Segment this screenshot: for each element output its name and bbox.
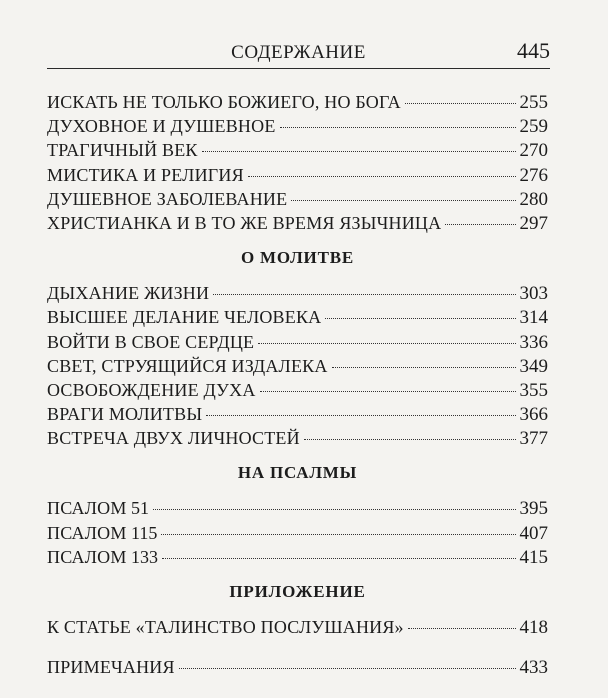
spacer — [47, 450, 548, 458]
toc-entry-title: ВРАГИ МОЛИТВЫ — [47, 404, 203, 425]
toc-entry-title: МИСТИКА И РЕЛИГИЯ — [47, 164, 244, 185]
toc-entry-notes[interactable] — [47, 655, 548, 679]
toc-entry[interactable] — [47, 545, 548, 569]
dot-leader — [162, 558, 515, 559]
dot-leader — [332, 367, 516, 368]
toc-entry-title: ПСАЛОМ — [47, 546, 127, 567]
section-heading-prayer: О МОЛИТВЕ — [240, 248, 354, 268]
toc-entry-title: ВСТРЕЧА ДВУХ ЛИЧНОСТЕЙ — [47, 428, 300, 449]
toc-entry-page: 433 — [519, 657, 548, 679]
toc-entry[interactable] — [47, 211, 548, 235]
toc-entry-page: 377 — [519, 428, 548, 450]
toc-entry-page: 407 — [519, 522, 548, 544]
toc-entry[interactable] — [47, 305, 548, 329]
running-title: СОДЕРЖАНИЕ — [231, 42, 366, 63]
dot-leader — [248, 176, 516, 177]
toc-entry-title: ИСКАТЬ НЕ ТОЛЬКО БОЖИЕГО, НО БОГА — [47, 92, 401, 112]
spacer — [47, 569, 548, 577]
dot-leader — [206, 415, 515, 416]
toc-entry[interactable] — [47, 330, 548, 354]
toc-entry-title: ПРИМЕЧАНИЯ — [47, 657, 175, 678]
dot-leader — [161, 534, 515, 535]
toc-entry-page: 355 — [519, 379, 548, 401]
toc-entry-title: ДЫХАНИЕ ЖИЗНИ — [47, 283, 210, 304]
dot-leader — [260, 391, 516, 392]
toc-entry-title: ДУХОВНОЕ И ДУШЕВНОЕ — [47, 116, 276, 137]
spacer — [47, 235, 548, 243]
toc-entry-title: ВОЙТИ В СВОЕ СЕРДЦЕ — [47, 331, 255, 352]
dot-leader — [291, 200, 515, 201]
toc-entry-page: 415 — [519, 546, 548, 568]
toc-entry[interactable] — [47, 615, 548, 639]
toc-entry-page: 270 — [519, 140, 548, 162]
page-number: 445 — [517, 38, 550, 63]
toc-entry[interactable] — [47, 378, 548, 402]
spacer — [47, 639, 548, 655]
section-heading-appendix: ПРИЛОЖЕНИЕ — [229, 582, 366, 601]
toc-entry-page: 395 — [519, 498, 548, 520]
toc-entry[interactable] — [47, 138, 548, 162]
toc-entry-page: 418 — [519, 617, 548, 638]
toc-entry-page: 336 — [519, 331, 548, 353]
dot-leader — [445, 224, 515, 225]
running-header — [47, 40, 550, 69]
toc-entry[interactable] — [47, 187, 548, 211]
toc-entry-page: 280 — [519, 188, 548, 210]
toc-entry[interactable] — [47, 163, 548, 187]
toc-entry-page: 297 — [519, 212, 548, 234]
psalm-number: 115 — [131, 522, 158, 543]
toc-entry-title: ПСАЛОМ — [47, 522, 127, 543]
toc-entry-page: 259 — [519, 116, 548, 138]
toc-entry-title: ВЫСШЕЕ ДЕЛАНИЕ ЧЕЛОВЕКА — [47, 307, 322, 328]
dot-leader — [179, 668, 516, 669]
dot-leader — [408, 628, 516, 629]
spacer — [47, 607, 548, 615]
dot-leader — [202, 151, 516, 152]
table-of-contents — [47, 90, 548, 679]
toc-entry-page: 366 — [519, 404, 548, 426]
toc-entry[interactable] — [47, 114, 548, 138]
toc-entry-title: ОСВОБОЖДЕНИЕ ДУХА — [47, 379, 256, 400]
psalm-number: 51 — [131, 498, 150, 519]
dot-leader — [213, 294, 515, 295]
toc-entry-page: 255 — [519, 92, 548, 113]
dot-leader — [325, 318, 515, 319]
toc-entry-title: ПСАЛОМ — [47, 498, 127, 519]
toc-entry-title: ДУШЕВНОЕ ЗАБОЛЕВАНИЕ — [47, 188, 288, 209]
toc-entry[interactable] — [47, 402, 548, 426]
spacer — [47, 488, 548, 496]
toc-entry-title: К СТАТЬЕ «ТАЛИНСТВО ПОСЛУШАНИЯ» — [47, 617, 404, 637]
dot-leader — [405, 103, 516, 104]
toc-entry-page: 349 — [519, 355, 548, 377]
toc-entry[interactable] — [47, 354, 548, 378]
dot-leader — [304, 439, 516, 440]
toc-entry[interactable] — [47, 90, 548, 114]
toc-entry[interactable] — [47, 496, 548, 520]
spacer — [47, 273, 548, 281]
toc-entry[interactable] — [47, 426, 548, 450]
section-heading-psalms: НА ПСАЛМЫ — [237, 463, 358, 483]
toc-entry-title: ХРИСТИАНКА И В ТО ЖЕ ВРЕМЯ ЯЗЫЧНИЦА — [47, 212, 442, 233]
psalm-number: 133 — [131, 546, 159, 567]
dot-leader — [153, 509, 515, 510]
toc-entry[interactable] — [47, 521, 548, 545]
dot-leader — [280, 127, 516, 128]
toc-entry-title: СВЕТ, СТРУЯЩИЙСЯ ИЗДАЛЕКА — [47, 355, 328, 376]
toc-entry-page: 314 — [519, 307, 548, 329]
toc-entry-page: 303 — [519, 283, 548, 305]
toc-entry-title: ТРАГИЧНЫЙ ВЕК — [47, 140, 198, 161]
dot-leader — [258, 343, 515, 344]
toc-entry[interactable] — [47, 281, 548, 305]
toc-entry-page: 276 — [519, 164, 548, 186]
